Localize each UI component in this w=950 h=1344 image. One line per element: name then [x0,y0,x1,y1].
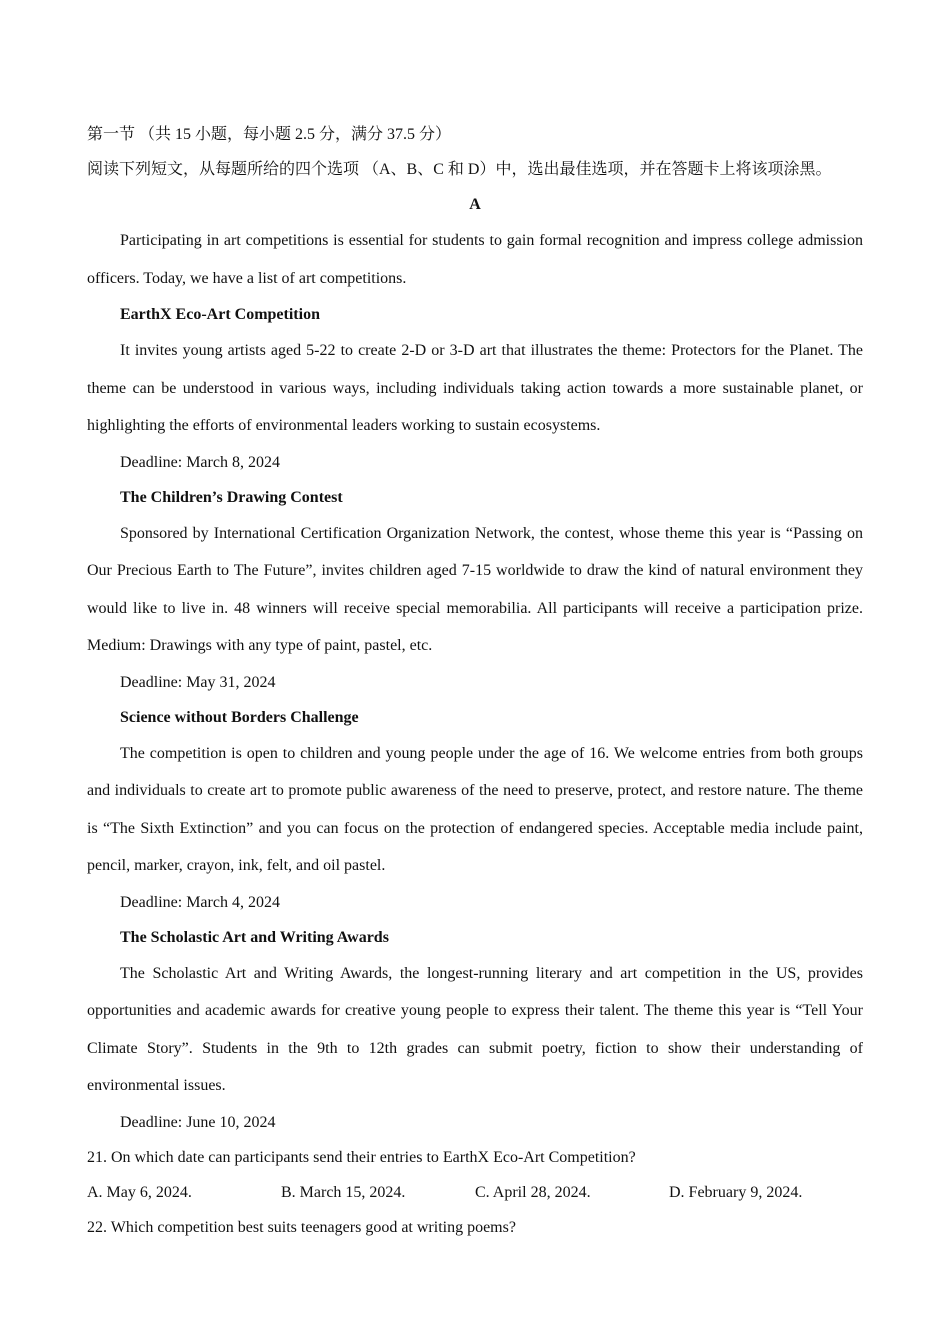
intro-paragraph: Participating in art competitions is essential for students to gain formal recognition and impress college admission officers. Today, we have a list of art competitions. [87,232,863,287]
section-line: 第一节 （共 15 小题，每小题 2.5 分，满分 37.5 分） [87,126,452,143]
competition-body: The competition is open to children and young people under the age of 16. We welcome entries from both groups and individuals to create art to promote public awareness of the need to preserve, protect, and restore nature. The theme is “The Sixth Extinction” and you can focus on the protection of endangered species. Acceptable media include paint, pencil, marker, crayon, ink, felt, and oil pastel. [87,744,863,874]
competition-deadline: Deadline: March 8, 2024 [120,453,280,471]
option-d: D. February 9, 2024. [669,1183,803,1201]
competition-title: EarthX Eco-Art Competition [120,306,320,323]
competition-body: The Scholastic Art and Writing Awards, the longest-running literary and art competition in the US, provides opportunities and academic awards for creative young people to express their talent. The theme this year is “Tell Your Climate Story”. Students in the 9th to 12th grades can submit poetry, fiction to show their understanding of environmental issues. [87,964,863,1094]
option-c: C. April 28, 2024. [475,1183,591,1201]
option-b: B. March 15, 2024. [281,1183,406,1201]
question-stem: 21. On which date can participants send their entries to EarthX Eco-Art Competition? [87,1148,636,1166]
passage-label: A [469,196,481,213]
competition-deadline: Deadline: June 10, 2024 [120,1113,276,1131]
competition-deadline: Deadline: May 31, 2024 [120,673,276,691]
instruction-line: 阅读下列短文，从每题所给的四个选项 （A、B、C 和 D）中，选出最佳选项，并在答题卡上将该项涂黑。 [87,161,832,178]
document-page [87,117,863,1245]
competition-body: It invites young artists aged 5-22 to create 2-D or 3-D art that illustrates the theme: Protectors for the Planet. The theme can be understood in various ways, including individuals taking action towards a more sustainable planet, or highlighting the efforts of environmental leaders working to sustain ecosystems. [87,342,863,434]
competition-deadline: Deadline: March 4, 2024 [120,893,280,911]
competition-body: Sponsored by International Certification Organization Network, the contest, whose theme this year is “Passing on Our Precious Earth to The Future”, invites children aged 7-15 worldwide to draw the kind of natural environment they would like to live in. 48 winners will receive special memorabilia. All participants will receive a participation prize. Medium: Drawings with any type of paint, pastel, etc. [87,524,863,654]
competition-title: The Scholastic Art and Writing Awards [120,928,389,946]
question-stem: 22. Which competition best suits teenagers good at writing poems? [87,1218,516,1236]
competition-title: The Children’s Drawing Contest [120,488,343,506]
competition-title: Science without Borders Challenge [120,708,359,726]
answer-options [87,1175,863,1210]
option-a: A. May 6, 2024. [87,1183,192,1201]
